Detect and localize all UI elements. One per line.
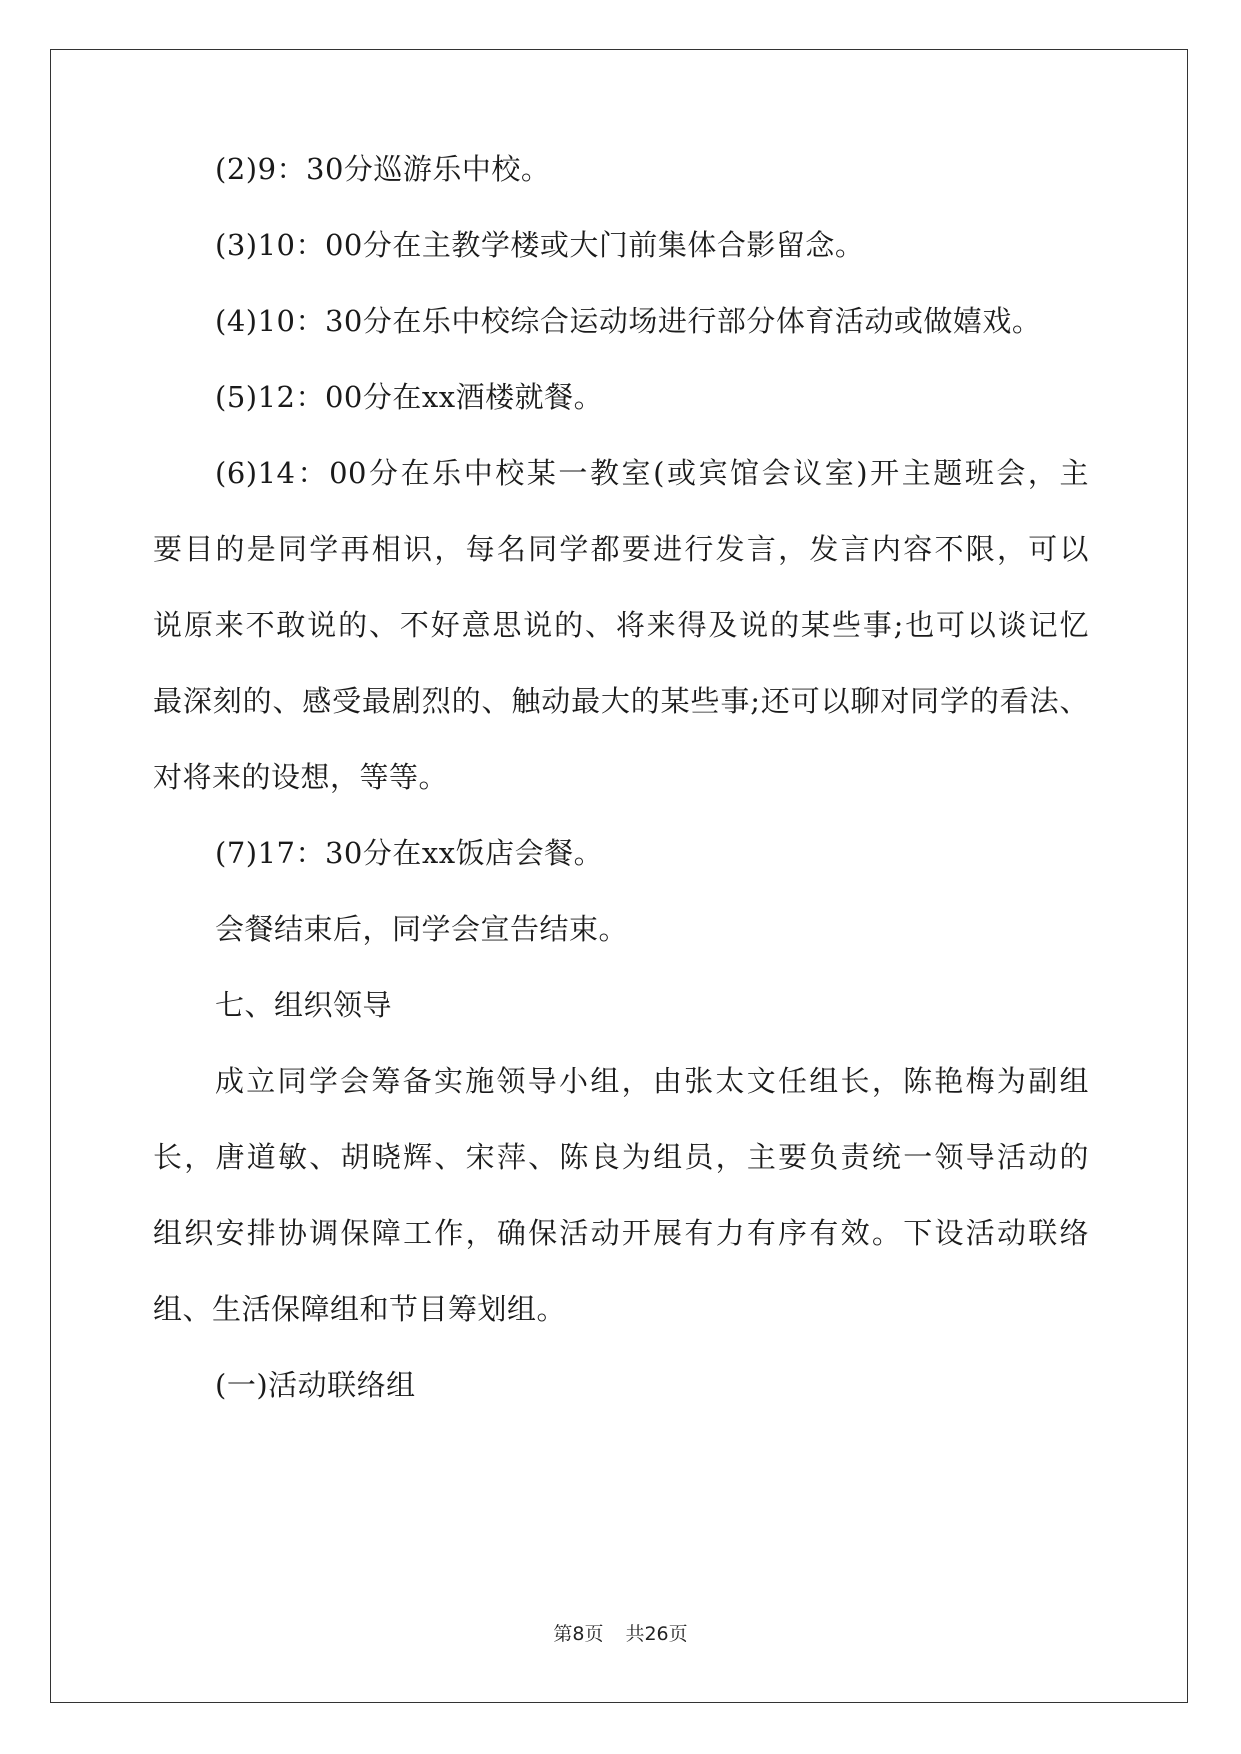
schedule-item-6-line-3: 说原来不敢说的、不好意思说的、将来得及说的某些事;也可以谈记忆 bbox=[153, 608, 1089, 642]
page-total: 共26页 bbox=[625, 1623, 688, 1645]
organization-line-2: 长，唐道敏、胡晓辉、宋萍、陈良为组员，主要负责统一领导活动的 bbox=[153, 1140, 1089, 1174]
schedule-item-7: (7)17：30分在xx饭店会餐。 bbox=[215, 836, 604, 870]
page-footer bbox=[0, 1622, 1241, 1646]
organization-line-4: 组、生活保障组和节目筹划组。 bbox=[153, 1292, 567, 1326]
schedule-item-6-line-2: 要目的是同学再相识，每名同学都要进行发言，发言内容不限，可以 bbox=[153, 532, 1089, 566]
organization-line-3: 组织安排协调保障工作，确保活动开展有力有序有效。下设活动联络 bbox=[153, 1216, 1089, 1250]
schedule-item-5: (5)12：00分在xx酒楼就餐。 bbox=[215, 380, 604, 414]
schedule-item-3: (3)10：00分在主教学楼或大门前集体合影留念。 bbox=[215, 228, 865, 262]
subsection-heading-1: (一)活动联络组 bbox=[215, 1368, 416, 1402]
section-heading-7: 七、组织领导 bbox=[215, 988, 393, 1022]
schedule-item-6-line-1: (6)14：00分在乐中校某一教室(或宾馆会议室)开主题班会，主 bbox=[215, 456, 1089, 490]
closing-paragraph: 会餐结束后，同学会宣告结束。 bbox=[215, 912, 629, 946]
schedule-item-2: (2)9：30分巡游乐中校。 bbox=[215, 152, 551, 186]
schedule-item-6-line-4: 最深刻的、感受最剧烈的、触动最大的某些事;还可以聊对同学的看法、 bbox=[153, 684, 1089, 718]
schedule-item-4: (4)10：30分在乐中校综合运动场进行部分体育活动或做嬉戏。 bbox=[215, 304, 1042, 338]
page-border bbox=[50, 49, 1188, 1703]
schedule-item-6-line-5: 对将来的设想，等等。 bbox=[153, 760, 449, 794]
organization-line-1: 成立同学会筹备实施领导小组，由张太文任组长，陈艳梅为副组 bbox=[215, 1064, 1089, 1098]
page-number: 第8页 bbox=[553, 1623, 604, 1645]
